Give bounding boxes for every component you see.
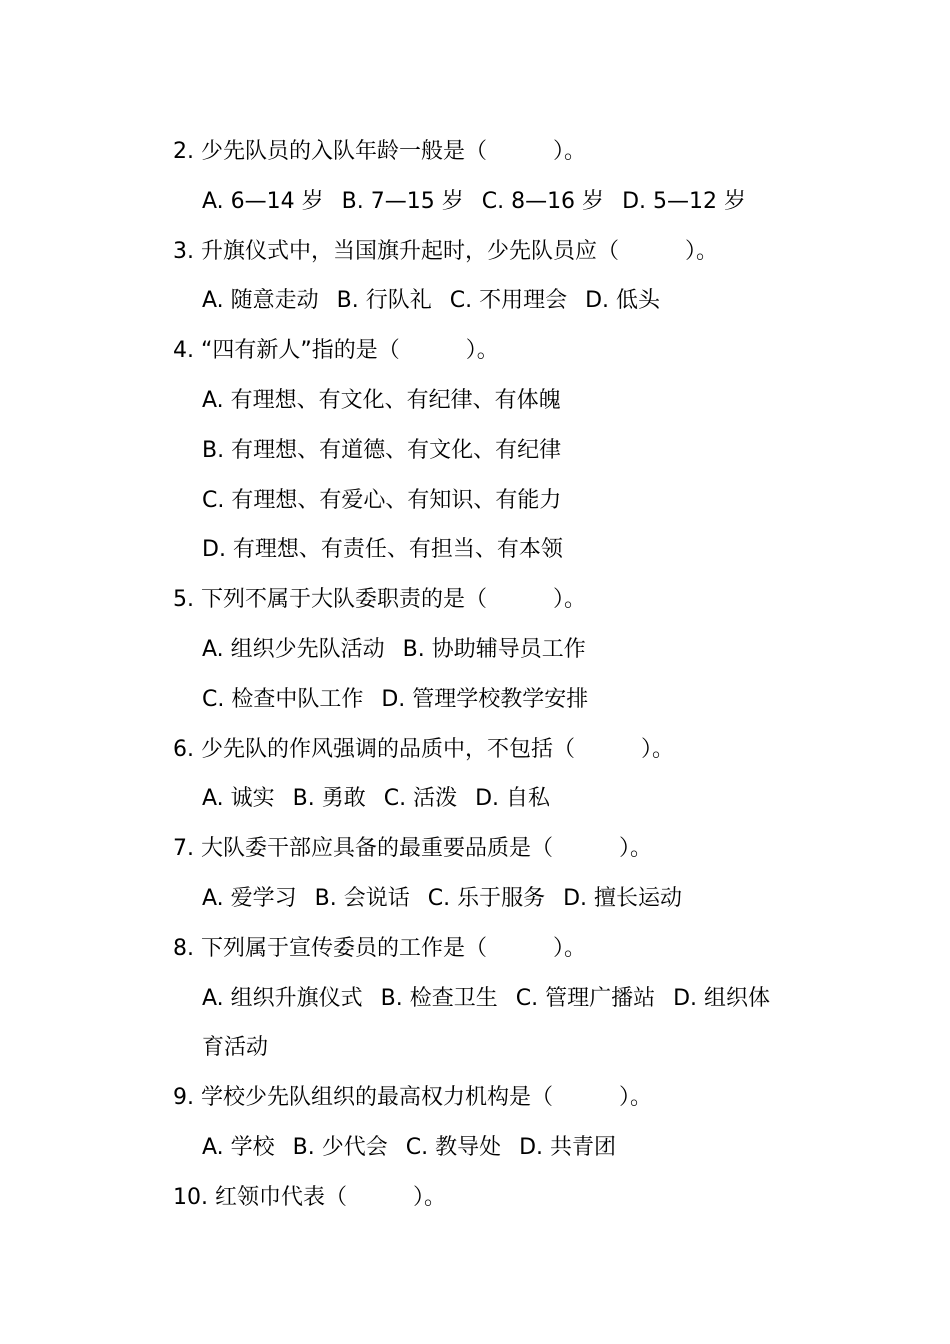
question-stem: 8. 下列属于宣传委员的工作是（ ）。 [173, 935, 586, 961]
option-text: D. 管理学校教学安排 [381, 686, 589, 712]
option-text: B. 有理想、有道德、有文化、有纪律 [202, 437, 562, 463]
question-stem: 10. 红领巾代表（ ）。 [173, 1184, 446, 1210]
option-line [173, 1023, 813, 1073]
option-text: A. 组织少先队活动 [202, 636, 385, 662]
question-list [173, 127, 813, 1223]
option-text: D. 擅长运动 [563, 885, 683, 911]
option-text: C. 教导处 [405, 1134, 502, 1160]
option-line [173, 525, 813, 575]
question-stem: 3. 升旗仪式中，当国旗升起时，少先队员应（ ）。 [173, 238, 718, 264]
question-stem: 5. 下列不属于大队委职责的是（ ）。 [173, 587, 586, 613]
option-text: B. 少代会 [292, 1134, 388, 1160]
option-text: A. 诚实 [202, 786, 275, 812]
option-text: B. 会说话 [314, 885, 410, 911]
option-text: D. 自私 [475, 786, 551, 812]
option-line [173, 974, 813, 1024]
option-text: C. 不用理会 [449, 288, 568, 314]
option-text: C. 乐于服务 [427, 885, 546, 911]
option-text: C. 有理想、有爱心、有知识、有能力 [202, 487, 562, 513]
option-line [173, 675, 813, 725]
option-text: A. 学校 [202, 1134, 275, 1160]
option-text: C. 管理广播站 [515, 985, 656, 1011]
option-line [173, 426, 813, 476]
option-text: D. 组织体 [673, 985, 771, 1011]
question-stem: 2. 少先队员的入队年龄一般是（ ）。 [173, 139, 586, 164]
option-line [173, 376, 813, 426]
option-text: 育活动 [202, 1035, 269, 1061]
option-line [173, 774, 813, 824]
option-line [173, 874, 813, 924]
question-stem: 4. “四有新人”指的是（ ）。 [173, 338, 499, 364]
option-text: D. 共青团 [519, 1134, 617, 1160]
option-text: B. 检查卫生 [380, 985, 498, 1011]
option-text: B. 行队礼 [336, 288, 432, 314]
option-text: A. 爱学习 [202, 885, 297, 911]
option-text: D. 低头 [585, 288, 661, 314]
option-text: D. 有理想、有责任、有担当、有本领 [202, 537, 563, 563]
option-line [173, 276, 813, 326]
option-text: C. 活泼 [383, 786, 458, 812]
option-text: B. 勇敢 [292, 786, 366, 812]
question-stem: 7. 大队委干部应具备的最重要品质是（ ）。 [173, 836, 652, 862]
option-line [173, 1123, 813, 1173]
option-text: D. 5—12 岁 [622, 188, 746, 214]
option-line [173, 476, 813, 526]
option-text: A. 有理想、有文化、有纪律、有体魄 [202, 387, 561, 413]
option-text: A. 随意走动 [202, 288, 319, 314]
option-text: B. 7—15 岁 [341, 188, 464, 214]
option-text: C. 检查中队工作 [202, 686, 364, 712]
option-text: B. 协助辅导员工作 [402, 636, 586, 662]
option-text: A. 组织升旗仪式 [202, 985, 363, 1011]
option-text: C. 8—16 岁 [481, 188, 605, 214]
question-stem: 9. 学校少先队组织的最高权力机构是（ ）。 [173, 1085, 652, 1111]
option-line [173, 625, 813, 675]
option-text: A. 6—14 岁 [202, 188, 324, 214]
question-stem: 6. 少先队的作风强调的品质中，不包括（ ）。 [173, 736, 674, 762]
option-line [173, 177, 813, 227]
